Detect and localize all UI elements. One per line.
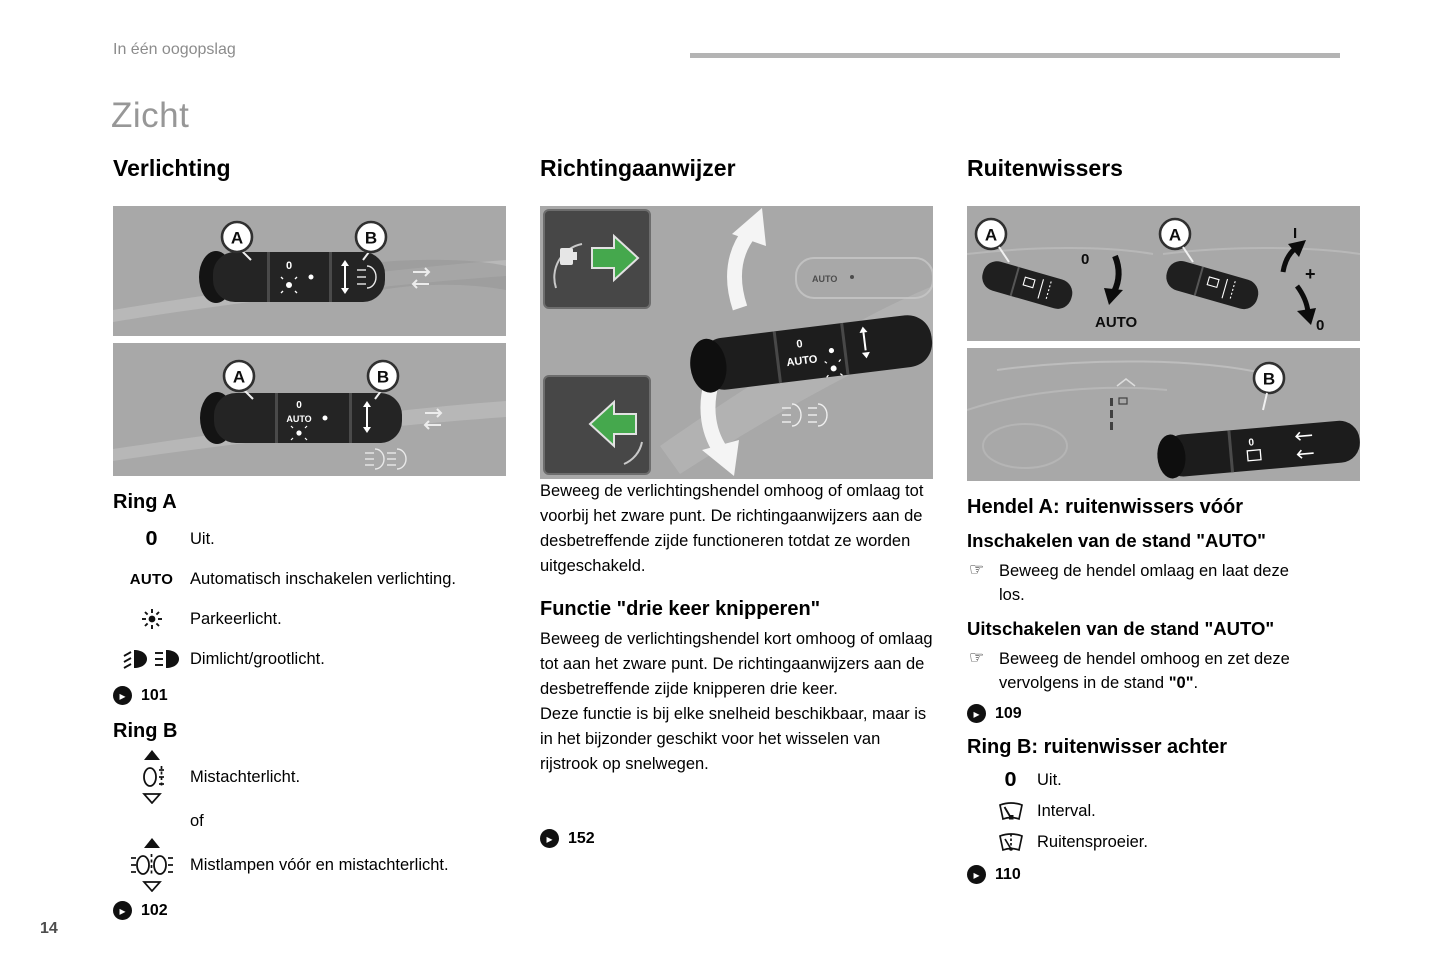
- auto-glyph: AUTO: [129, 570, 174, 588]
- page-ref-arrow-icon: [967, 865, 986, 884]
- list-item: [113, 520, 506, 558]
- intermittent-wipe-icon: [985, 800, 1037, 822]
- item-label: Uit.: [1037, 770, 1062, 789]
- ruitenwissers-heading: Ruitenwissers: [967, 155, 1123, 181]
- item-label: Mistachterlicht.: [190, 767, 301, 786]
- page-ref-number: 102: [141, 901, 168, 919]
- figure-zero-label: 0: [795, 338, 804, 352]
- page-ref-number: 109: [995, 704, 1022, 722]
- bullet-text-bold: "0": [1168, 674, 1194, 693]
- page-ref-number: 101: [141, 686, 168, 704]
- rear-fog-light-icon: [113, 750, 190, 804]
- list-item: [967, 827, 1360, 857]
- callout-a-label: A: [1168, 225, 1182, 245]
- figure-wiper-stalk-front: [967, 206, 1360, 341]
- section-ruitenwissers: [967, 156, 1360, 886]
- bullet-text: Beweeg de hendel omlaag en laat deze los.: [999, 562, 1289, 605]
- instruction-bullet: [967, 647, 1360, 695]
- page-reference: [113, 686, 506, 705]
- callout-a-label: A: [232, 367, 246, 387]
- ring-b-heading: Ring B: [113, 720, 178, 743]
- figure-turn-indicator: [540, 206, 933, 479]
- item-label: of: [190, 811, 204, 830]
- header-rule: [690, 53, 1340, 58]
- page-ref-number: 110: [995, 865, 1021, 883]
- turn-indicator-figure: [540, 206, 933, 479]
- off-position-icon: [113, 528, 190, 551]
- list-item: [113, 600, 506, 638]
- figure-auto-label: AUTO: [1095, 314, 1138, 332]
- front-rear-fog-light-icon: [113, 838, 190, 892]
- paragraph: Deze functie is bij elke snelheid beschikbaar, maar is in het bijzonder geschikt voor het wisselen van rijstrook op snelwegen.: [540, 705, 927, 774]
- callout-b-label: B: [364, 228, 378, 248]
- light-stalk-figure-1: [113, 206, 506, 336]
- item-label: Automatisch inschakelen verlichting.: [190, 569, 456, 588]
- list-item: [113, 749, 506, 805]
- list-item: [113, 560, 506, 598]
- zero-glyph: 0: [145, 527, 158, 550]
- auto-light-icon: [113, 571, 190, 588]
- page-reference: [967, 704, 1360, 723]
- wiper-stalk-figure-2: [967, 348, 1360, 481]
- list-item: [113, 807, 506, 835]
- bullet-text: [999, 647, 1299, 695]
- zero-glyph: 0: [1004, 768, 1018, 791]
- richtingaanwijzer-heading: Richtingaanwijzer: [540, 155, 736, 181]
- figure-one-label: I: [1293, 225, 1298, 243]
- page-reference: [113, 901, 506, 920]
- ref-arrow-glyph: ▸: [973, 867, 980, 882]
- list-item: [967, 765, 1360, 795]
- page-ref-arrow-icon: [540, 829, 559, 848]
- off-position-icon: [985, 769, 1037, 792]
- callout-a-label: A: [230, 228, 244, 248]
- figure-light-stalk-manual: [113, 206, 506, 336]
- paragraph: Beweeg de verlichtingshendel omhoog of omlaag tot voorbij het zware punt. De richtingaanwijzers aan de desbetreffende zijde functioneren totdat ze worden uitgeschakeld.: [540, 482, 924, 576]
- page-reference: [967, 865, 1360, 884]
- callout-b-label: B: [1262, 369, 1276, 389]
- breadcrumb: In één oogopslag: [113, 41, 236, 58]
- item-label: Parkeerlicht.: [190, 609, 282, 628]
- page-title: Zicht: [111, 96, 190, 135]
- list-item: [113, 640, 506, 678]
- pointer-hand-icon: ☞: [969, 560, 985, 580]
- list-item: [967, 796, 1360, 826]
- item-label: Mistlampen vóór en mistachterlicht.: [190, 855, 449, 874]
- figure-plus-label: +: [1305, 264, 1316, 285]
- ring-a-heading: Ring A: [113, 491, 177, 514]
- wiper-stalk-figure-1: [967, 206, 1360, 341]
- auto-on-heading: Inschakelen van de stand "AUTO": [967, 530, 1266, 552]
- auto-off-heading: Uitschakelen van de stand "AUTO": [967, 618, 1275, 640]
- hendel-a-heading: Hendel A: ruitenwissers vóór: [967, 496, 1243, 519]
- page-reference: [540, 829, 933, 848]
- page-ref-number: 152: [568, 829, 595, 847]
- item-label: Dimlicht/grootlicht.: [190, 649, 325, 668]
- callout-b-label: B: [376, 367, 390, 387]
- washer-icon: [985, 831, 1037, 853]
- ref-arrow-glyph: ▸: [119, 688, 126, 703]
- low-high-beam-icon: [113, 648, 190, 670]
- ref-arrow-glyph: ▸: [119, 903, 126, 918]
- figure-light-stalk-auto: [113, 343, 506, 476]
- ref-arrow-glyph: ▸: [973, 706, 980, 721]
- figure-auto-label: AUTO: [812, 274, 838, 285]
- page-number: 14: [40, 920, 58, 937]
- section-verlichting: [113, 156, 506, 922]
- triple-flash-heading: Functie "drie keer knipperen": [540, 598, 821, 621]
- list-item: [113, 837, 506, 893]
- bullet-text-start: Beweeg de hendel omhoog en zet deze vervolgens in de stand: [999, 650, 1290, 693]
- paragraph: Beweeg de verlichtingshendel kort omhoog of omlaag tot aan het zware punt. De richtingaanwijzers aan de desbetreffende zijde knipperen drie keer.: [540, 630, 933, 699]
- verlichting-heading: Verlichting: [113, 155, 231, 181]
- callout-a-label: A: [984, 225, 998, 245]
- figure-zero-label: 0: [1248, 437, 1255, 449]
- item-label: Ruitensproeier.: [1037, 832, 1148, 851]
- cluster-inset-right: [544, 210, 650, 308]
- light-stalk-figure-2: [113, 343, 506, 476]
- ref-arrow-glyph: ▸: [546, 831, 553, 846]
- page-ref-arrow-icon: [967, 704, 986, 723]
- figure-zero-label: 0: [296, 400, 302, 412]
- figure-auto-label: AUTO: [785, 353, 819, 370]
- figure-auto-label: AUTO: [286, 414, 312, 425]
- figure-wiper-stalk-rear: [967, 348, 1360, 481]
- figure-zero-label: 0: [1316, 317, 1325, 335]
- parking-light-icon: [113, 607, 190, 631]
- pointer-hand-icon: ☞: [969, 648, 985, 668]
- figure-zero-label: 0: [285, 260, 293, 273]
- page-ref-arrow-icon: [113, 686, 132, 705]
- ring-b-rear-heading: Ring B: ruitenwisser achter: [967, 736, 1228, 759]
- item-label: Interval.: [1037, 801, 1096, 820]
- figure-zero-label: 0: [1081, 251, 1090, 269]
- item-label: Uit.: [190, 529, 215, 548]
- section-richtingaanwijzer: [540, 156, 933, 850]
- instruction-bullet: [967, 559, 1360, 607]
- page-ref-arrow-icon: [113, 901, 132, 920]
- cluster-inset-left: [544, 376, 650, 474]
- bullet-text-end: .: [1193, 674, 1199, 693]
